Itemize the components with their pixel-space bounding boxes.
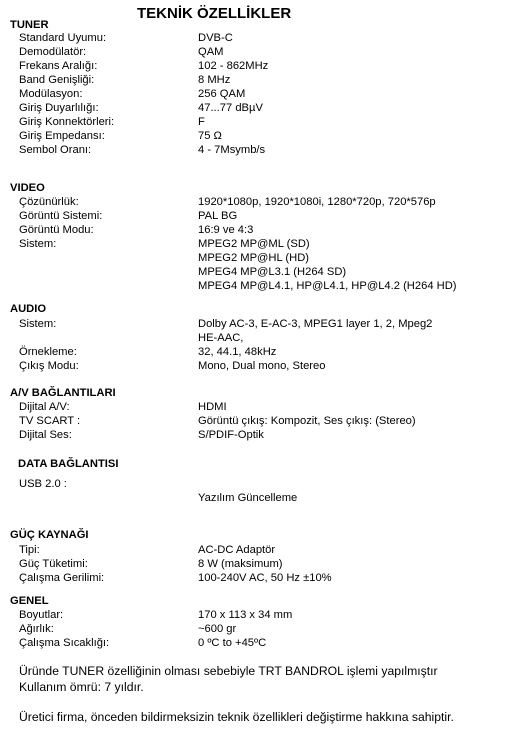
spec-label: Dijital A/V: (19, 401, 70, 413)
lifetime-note: Kullanım ömrü: 7 yıldır. (19, 680, 144, 694)
spec-label: Band Genişliği: (19, 74, 95, 86)
section-heading-general: GENEL (10, 595, 49, 607)
spec-label: Frekans Aralığı: (19, 60, 98, 72)
section-heading-data: DATA BAĞLANTISI (18, 458, 119, 470)
spec-value: MPEG2 MP@HL (HD) (198, 252, 310, 264)
disclaimer-note: Üretici firma, önceden bildirmeksizin teknik özellikleri değiştirme hakkına sahiptir. (19, 710, 454, 724)
spec-label: Görüntü Sistemi: (19, 210, 103, 222)
page-title: TEKNİK ÖZELLİKLER (137, 5, 292, 22)
spec-value: Mono, Dual mono, Stereo (198, 360, 326, 372)
section-heading-video: VIDEO (10, 182, 45, 194)
spec-label: Dijital Ses: (19, 429, 72, 441)
spec-label: Çalışma Sıcaklığı: (19, 637, 110, 649)
spec-label: Örnekleme: (19, 346, 77, 358)
spec-value: 100-240V AC, 50 Hz ±10% (198, 572, 332, 584)
spec-label: Çıkış Modu: (19, 360, 79, 372)
spec-value: DVB-C (198, 32, 233, 44)
spec-value: Yazılım Güncelleme (198, 492, 298, 504)
spec-value: 1920*1080p, 1920*1080i, 1280*720p, 720*576p (198, 196, 436, 208)
spec-label: Sembol Oranı: (19, 144, 92, 156)
section-heading-power: GÜÇ KAYNAĞI (10, 529, 89, 541)
spec-value: HE-AAC, (198, 332, 244, 344)
section-heading-tuner: TUNER (10, 19, 49, 31)
spec-value: 16:9 ve 4:3 (198, 224, 254, 236)
spec-value: 256 QAM (198, 88, 246, 100)
spec-value: 8 MHz (198, 74, 231, 86)
spec-value: 170 x 113 x 34 mm (198, 609, 293, 621)
spec-label: Çalışma Gerilimi: (19, 572, 105, 584)
spec-label: Giriş Empedansı: (19, 130, 105, 142)
spec-label: Ağırlık: (19, 623, 54, 635)
spec-value: HDMI (198, 401, 227, 413)
spec-value: ~600 gr (198, 623, 237, 635)
spec-value: MPEG4 MP@L3.1 (H264 SD) (198, 266, 347, 278)
spec-label: USB 2.0 : (19, 478, 67, 490)
spec-value: 0 ºC to +45ºC (198, 637, 267, 649)
spec-value: 47...77 dBµV (198, 102, 263, 114)
spec-label: Standard Uyumu: (19, 32, 107, 44)
spec-value: F (198, 116, 205, 128)
spec-value: AC-DC Adaptör (198, 544, 276, 556)
spec-label: Demodülatör: (19, 46, 87, 58)
spec-label: Giriş Konnektörleri: (19, 116, 115, 128)
spec-value: 32, 44.1, 48kHz (198, 346, 277, 358)
spec-value: Dolby AC-3, E-AC-3, MPEG1 layer 1, 2, Mpeg2 (198, 318, 433, 330)
spec-value: 4 - 7Msymb/s (198, 144, 266, 156)
spec-label: Sistem: (19, 318, 57, 330)
spec-label: Görüntü Modu: (19, 224, 94, 236)
spec-label: Çözünürlük: (19, 196, 79, 208)
section-heading-av: A/V BAĞLANTILARI (10, 387, 116, 399)
spec-label: Giriş Duyarlılığı: (19, 102, 99, 114)
spec-value: PAL BG (198, 210, 238, 222)
bandrol-note: Üründe TUNER özelliğinin olması sebebiyle TRT BANDROL işlemi yapılmıştır (19, 664, 438, 678)
spec-value: 102 - 862MHz (198, 60, 269, 72)
spec-value: MPEG4 MP@L4.1, HP@L4.1, HP@L4.2 (H264 HD) (198, 280, 457, 292)
spec-value: 8 W (maksimum) (198, 558, 283, 570)
spec-label: TV SCART : (19, 415, 81, 427)
spec-value: S/PDIF-Optik (198, 429, 264, 441)
spec-label: Modülasyon: (19, 88, 83, 100)
spec-label: Sistem: (19, 238, 57, 250)
section-heading-audio: AUDIO (10, 303, 47, 315)
spec-value: Görüntü çıkış: Kompozit, Ses çıkış: (Stereo) (198, 415, 416, 427)
spec-label: Boyutlar: (19, 609, 64, 621)
spec-value: MPEG2 MP@ML (SD) (198, 238, 310, 250)
spec-label: Tipi: (19, 544, 40, 556)
spec-value: QAM (198, 46, 224, 58)
spec-label: Güç Tüketimi: (19, 558, 88, 570)
spec-value: 75 Ω (198, 130, 222, 142)
